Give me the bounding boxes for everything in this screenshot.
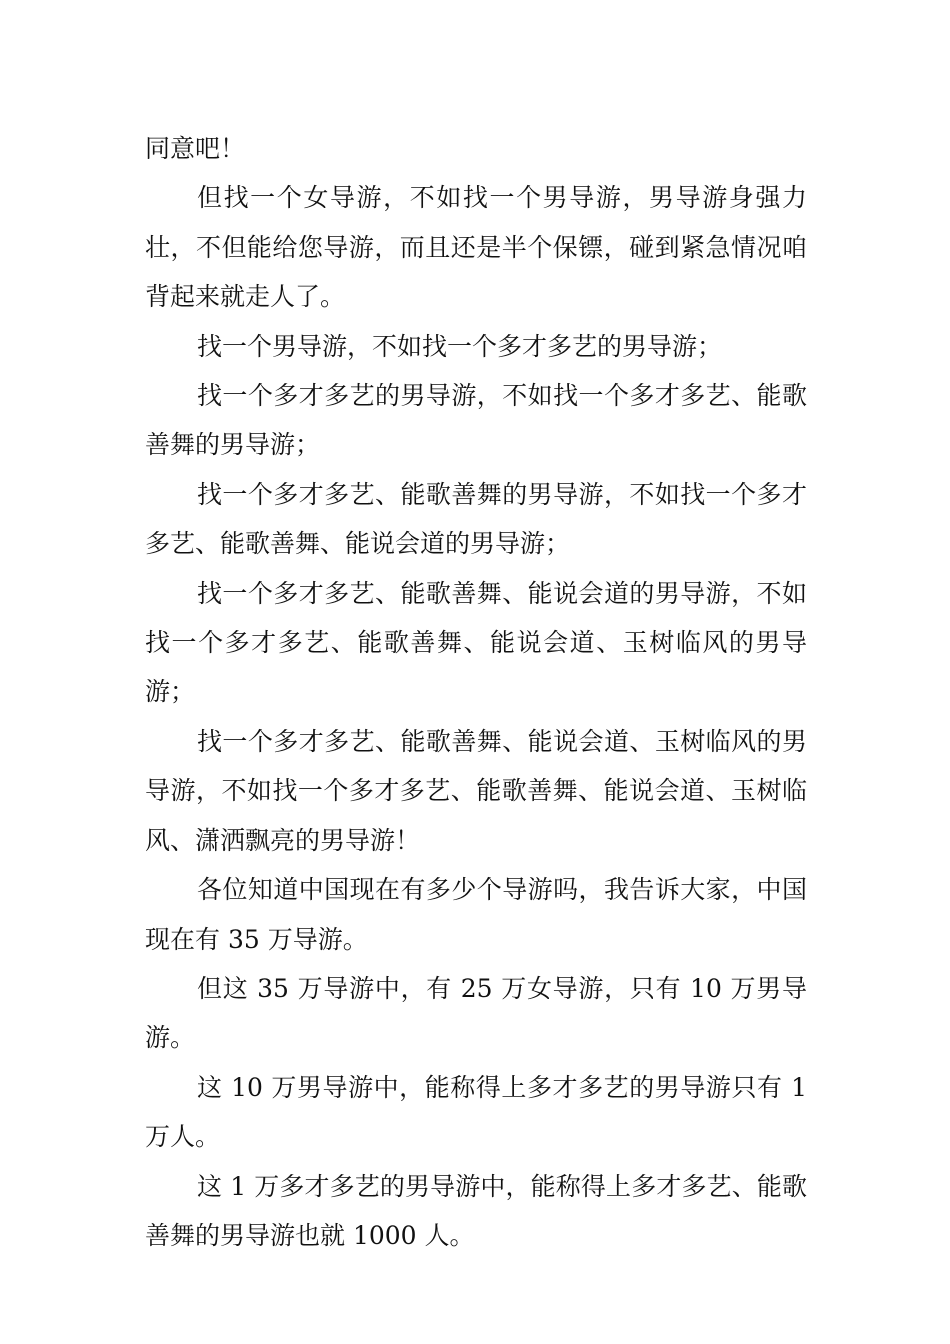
paragraph: 但找一个女导游，不如找一个男导游，男导游身强力壮，不但能给您导游，而且还是半个保镖，碰到紧急情况咱背起来就走人了。 (145, 183, 807, 312)
paragraph: 这 10 万男导游中，能称得上多才多艺的男导游只有 1 万人。 (145, 1072, 807, 1152)
paragraph: 找一个男导游，不如找一个多才多艺的男导游； (197, 331, 723, 361)
paragraph: 找一个多才多艺、能歌善舞、能说会道的男导游，不如找一个多才多艺、能歌善舞、能说会道、玉树临风的男导游； (145, 578, 807, 707)
paragraph: 这 1 万多才多艺的男导游中，能称得上多才多艺、能歌善舞的男导游也就 1000 人。 (145, 1171, 807, 1250)
document-body (145, 124, 807, 1260)
paragraph: 找一个多才多艺、能歌善舞的男导游，不如找一个多才多艺、能歌善舞、能说会道的男导游； (145, 479, 807, 559)
paragraph: 但这 35 万导游中，有 25 万女导游，只有 10 万男导游。 (145, 973, 807, 1053)
paragraph: 找一个多才多艺的男导游，不如找一个多才多艺、能歌善舞的男导游； (145, 381, 807, 460)
paragraph: 各位知道中国现在有多少个导游吗，我告诉大家，中国现在有 35 万导游。 (145, 875, 807, 954)
paragraph: 找一个多才多艺、能歌善舞、能说会道、玉树临风的男导游，不如找一个多才多艺、能歌善舞、能说会道、玉树临风、潇洒飘亮的男导游！ (145, 726, 807, 855)
paragraph: 同意吧！ (145, 134, 246, 163)
